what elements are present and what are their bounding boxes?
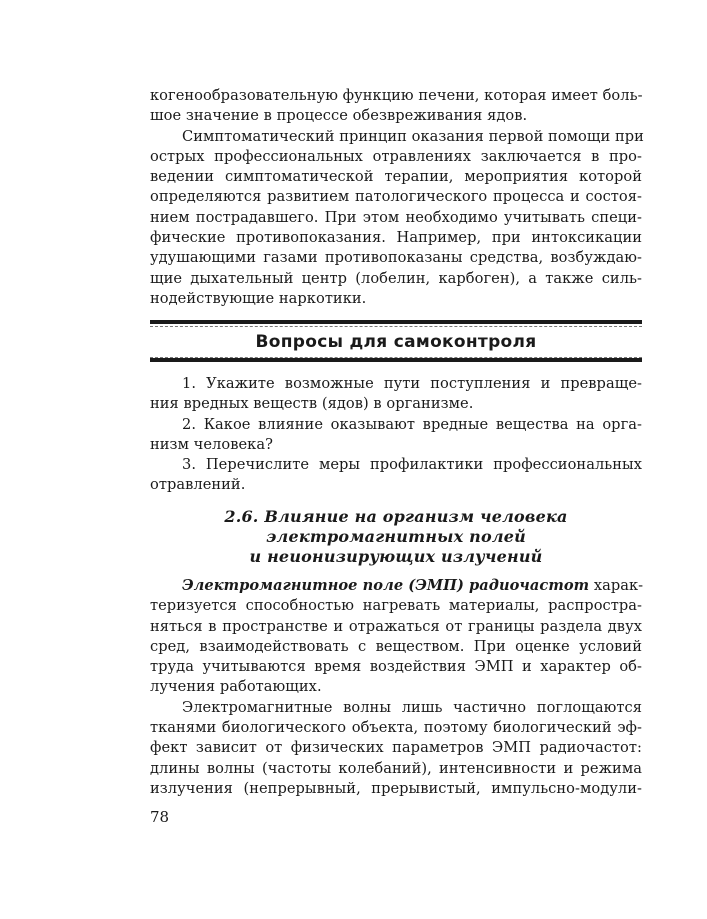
text-line: 2. Какое влияние оказывают вредные вещества на орга- bbox=[182, 415, 642, 433]
text-line: теризуется способностью нагревать материалы, распростра- bbox=[150, 597, 642, 615]
section-title bbox=[150, 507, 642, 567]
text-line: нием пострадавшего. При этом необходимо учитывать специ- bbox=[150, 208, 642, 226]
text-line: 3. Перечислите меры профилактики профессиональных bbox=[182, 456, 642, 474]
text-line bbox=[150, 576, 642, 596]
text-line: когенообразовательную функцию печени, которая имеет боль- bbox=[150, 87, 643, 104]
text-line: тканями биологического объекта, поэтому биологический эф- bbox=[150, 719, 642, 737]
text-line: щие дыхательный центр (лобелин, карбоген), а также силь- bbox=[150, 269, 642, 287]
text-line: 1. Укажите возможные пути поступления и превраще- bbox=[182, 375, 642, 392]
text-block-bottom bbox=[150, 576, 642, 799]
questions-heading-block bbox=[150, 320, 642, 362]
text-block-top bbox=[150, 86, 642, 309]
text-fragment: харак- bbox=[589, 577, 644, 594]
section-title-line: 2.6. Влияние на организм человека bbox=[224, 507, 568, 526]
text-line: труда учитываются время воздействия ЭМП и характер об- bbox=[150, 658, 642, 676]
text-line: излучения (непрерывный, прерывистый, импульсно-модули- bbox=[150, 779, 642, 797]
paragraph-2 bbox=[150, 127, 642, 310]
heading-rule-dotted bbox=[150, 326, 642, 327]
question-item bbox=[150, 415, 642, 456]
section-title-line: и неионизирующих излучений bbox=[249, 547, 543, 566]
questions-list bbox=[150, 374, 642, 496]
text-line: фические противопоказания. Например, при интоксикации bbox=[150, 229, 642, 247]
paragraph-4 bbox=[150, 698, 642, 799]
text-line: шое значение в процессе обезвреживания ядов. bbox=[150, 107, 528, 125]
text-line: определяются развитием патологического процесса и состоя- bbox=[150, 188, 642, 206]
question-item bbox=[150, 374, 642, 415]
text-line: длины волны (частоты колебаний), интенсивности и режима bbox=[150, 759, 642, 777]
text-line: фект зависит от физических параметров ЭМП радиочастот: bbox=[150, 739, 642, 757]
paragraph-3 bbox=[150, 576, 642, 698]
text-line: ния вредных веществ (ядов) в организме. bbox=[150, 395, 474, 413]
text-line: отравлений. bbox=[150, 476, 246, 494]
questions-heading: Вопросы для самоконтроля bbox=[255, 332, 537, 352]
heading-rule-top bbox=[150, 320, 642, 324]
text-line: няться в пространстве и отражаться от границы раздела двух bbox=[150, 617, 642, 635]
text-line: удушающими газами противопоказаны средства, возбуждаю- bbox=[150, 249, 642, 267]
text-line: Симптоматический принцип оказания первой помощи при bbox=[182, 127, 644, 145]
text-line: нодействующие наркотики. bbox=[150, 289, 367, 307]
page-number: 78 bbox=[150, 808, 170, 826]
text-line: острых профессиональных отравлениях заключается в про- bbox=[150, 147, 642, 165]
heading-rule-bottom bbox=[150, 358, 642, 362]
section-title-line: электромагнитных полей bbox=[266, 527, 526, 546]
text-line: лучения работающих. bbox=[150, 678, 322, 696]
text-line: Электромагнитные волны лишь частично поглощаются bbox=[182, 698, 642, 716]
text-line: низм человека? bbox=[150, 435, 273, 453]
text-line: ведении симптоматической терапии, мероприятия которой bbox=[150, 168, 642, 186]
text-line: сред, взаимодействовать с веществом. При оценке условий bbox=[150, 637, 642, 655]
term-emphasis: Электромагнитное поле (ЭМП) радиочастот bbox=[182, 577, 590, 594]
question-item bbox=[150, 455, 642, 496]
paragraph-1 bbox=[150, 86, 642, 127]
